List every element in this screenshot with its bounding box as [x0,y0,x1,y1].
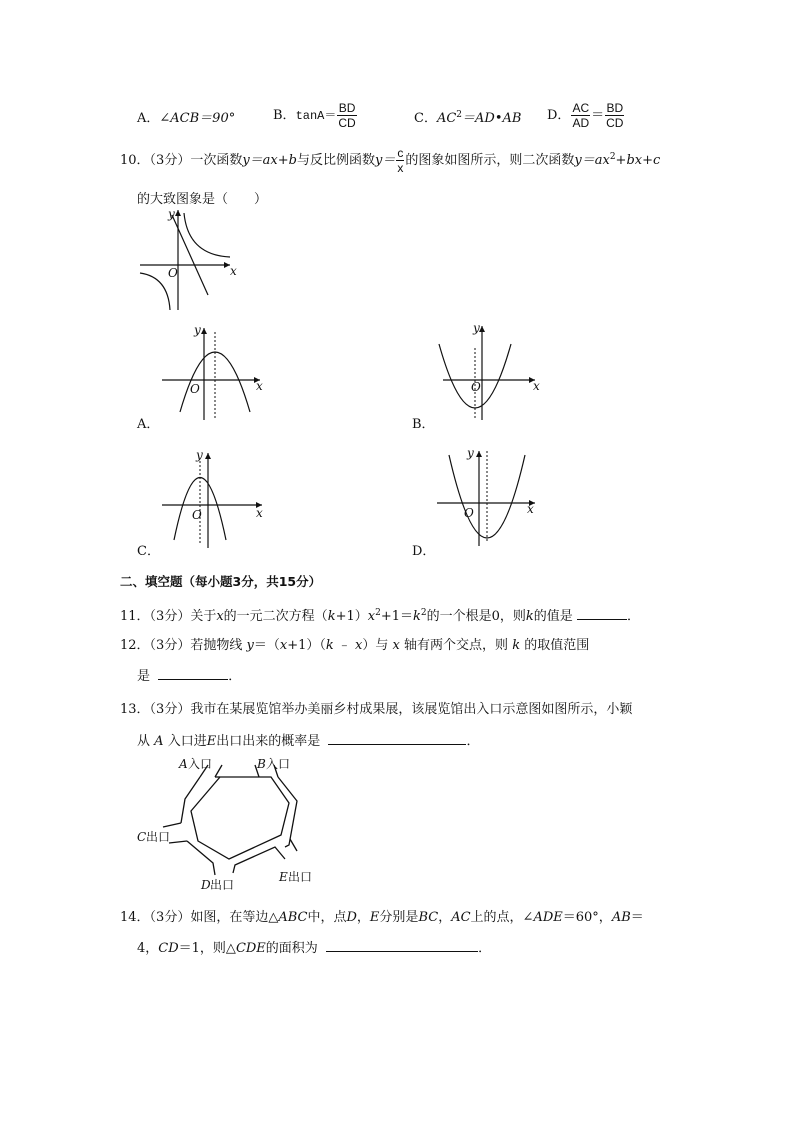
q11-answer-blank[interactable] [577,607,627,620]
origin-label: O [168,266,178,280]
q14-ade: ADE [533,910,563,925]
q14-abc: ABC [278,910,308,925]
y-axis-arrow [175,210,181,216]
q11-exp2: 2 [375,608,381,618]
fraction-denominator: CD [606,116,624,130]
q9-option-d-label: D． [547,108,571,123]
q9-option-c-base: AC [436,111,457,126]
x-axis-label: x [533,379,540,393]
q14-end: ． [478,941,492,956]
q10-mid: 与反比例函数 [296,153,375,168]
q12-stem-line2 [137,665,241,684]
q11-mid4: 的一个根是0，则 [426,609,526,624]
x-axis-label: x [527,502,534,516]
origin-label: O [192,508,202,522]
q10-inverse-fraction [396,146,404,175]
q13-line2-a: 从 [137,734,151,749]
q14-cde: CDE [235,941,266,956]
q14-cd: CD [158,941,179,956]
entrance-a-text: 入口 [188,757,213,771]
q10-option-d-label[interactable]: D． [412,544,436,559]
q13-stem-line2 [137,730,480,749]
q10-option-a-graph [160,320,270,425]
q10-quad-exp: 2 [609,152,616,162]
q10-option-b-graph [435,318,545,423]
q10-mid2: 的图象如图所示，则二次函数 [405,153,575,168]
q9-option-c-label: C． [414,111,437,126]
q9-option-b-fraction [337,101,356,130]
fraction-numerator: BD [338,101,356,115]
q9-option-b-label: B． [273,108,296,123]
q13-end: ． [466,734,480,749]
q14-d: D [346,910,357,925]
q11-x2: x [367,609,376,624]
q11-prefix: 11．（3分）关于 [120,609,217,624]
q13-answer-blank[interactable] [328,732,466,745]
x-axis-label: x [256,379,263,393]
q9-option-d [547,101,625,130]
q14-line2-a: 4， [137,941,159,956]
q14-stem-line2 [137,937,491,956]
q12-x1: x [279,638,288,653]
q10-option-b-label[interactable]: B． [412,417,435,432]
q14-comma: ， [356,910,370,925]
fraction-numerator: c [397,146,404,160]
exit-c-letter: C [137,830,147,844]
exit-d-left-wall [187,841,215,875]
q13-A: A [154,734,164,749]
q12-mid5: 轴有两个交点，则 [404,638,509,653]
y-axis-arrow [476,451,482,457]
q10-option-c-graph [160,445,270,550]
q13-exhibition-diagram [135,755,335,895]
exit-d-letter: D [201,878,211,892]
y-axis-label: y [467,446,474,460]
q9-option-d-fraction1 [571,101,590,130]
fraction-denominator: CD [338,116,356,130]
entrance-b-text: 入口 [266,757,291,771]
q10-inv-prefix: y＝ [375,153,396,168]
q11-mid3: +1＝ [380,609,413,624]
exit-e-text: 出口 [288,870,313,884]
outer-right-wall [278,777,297,847]
q13-line2-c: 出口出来的概率是 [216,734,321,749]
q9-option-c [414,107,521,126]
q9-option-d-eq: ＝ [591,108,605,123]
y-axis-label: y [194,323,201,337]
q12-y: y [246,638,254,653]
q14-mid4: ＝60°， [562,910,612,925]
q12-prefix: 12．（3分）若抛物线 [120,638,243,653]
q10-given-graph [130,205,250,315]
q9-option-a-label: A． [137,111,160,126]
q13-stem-line1: 13．（3分）我市在某展览馆举办美丽乡村成果展，该展览馆出入口示意图如图所示，小颖 [120,702,633,717]
exit-d-right-wall [233,847,285,873]
q12-mid: ＝（ [253,638,280,653]
y-axis-label: y [168,207,175,221]
q13-line2-b: 入口进 [167,734,207,749]
q10-linear: y＝ax+b [242,153,297,168]
y-axis-label: y [196,448,203,462]
q14-mid: 中，点 [307,910,347,925]
exit-c-bottom-wall [169,841,187,843]
q11-var-x: x [216,609,224,624]
q9-option-c-rest: ＝AD•AB [462,111,522,126]
q14-eq: ＝ [630,910,644,925]
q10-option-a-label[interactable]: A． [137,417,160,432]
q14-mid2: 分别是 [379,910,419,925]
fraction-numerator: BD [606,101,624,115]
q10-stem-line2: 的大致图象是（ ） [137,192,268,207]
hyperbola-branch-1 [184,213,230,257]
q14-ac: AC [451,910,471,925]
q12-k: k [325,638,334,653]
exit-c-top-wall [163,823,181,827]
section-heading: 二、填空题（每小题3分，共15分） [120,574,322,589]
q10-stem-line1 [120,146,660,175]
q14-answer-blank[interactable] [326,939,478,952]
q12-mid3: ﹣ [337,638,351,653]
x-axis-label: x [230,264,237,278]
q10-option-c-label[interactable]: C． [137,544,160,559]
q9-option-d-fraction2 [605,101,624,130]
q11-k1: k [327,609,336,624]
y-axis-arrow [201,328,207,334]
entrance-a-right-wall [215,765,222,777]
y-axis-arrow [479,326,485,332]
q14-bc: BC [418,910,439,925]
q11-k3: k [525,609,534,624]
exit-c-text: 出口 [146,830,171,844]
q14-prefix: 14．（3分）如图，在等边△ [120,910,279,925]
fraction-numerator: AC [572,101,590,115]
q12-x3: x [392,638,400,653]
q14-e: E [369,910,380,925]
entrance-a-letter: A [179,757,188,771]
exit-d-text: 出口 [210,878,235,892]
q9-option-b-prefix: tanA＝ [295,109,337,123]
q9-option-b [273,101,358,130]
q14-stem-line1 [120,906,644,925]
origin-label: O [471,380,481,394]
q12-answer-blank[interactable] [158,667,228,680]
exit-e-wall [290,839,297,851]
q14-comma2: ， [438,910,452,925]
q10-prefix: 10．（3分）一次函数 [120,153,243,168]
outer-left-wall [181,777,200,823]
q14-line2-b: ＝1，则△ [178,941,236,956]
entrance-b-letter: B [257,757,266,771]
q11-exp3: 2 [420,608,427,618]
q9-option-a [137,107,235,126]
y-axis-label: y [473,321,480,335]
q12-suffix: 的取值范围 [524,638,590,653]
q14-ab: AB [611,910,631,925]
q12-stem-line1 [120,634,589,653]
q11-k2: k [413,609,421,624]
linear-function-line [172,215,208,295]
q14-line2-c: 的面积为 [265,941,318,956]
q9-option-c-exp: 2 [456,110,463,120]
x-axis-label: x [256,506,263,520]
origin-label: O [464,506,474,520]
q11-end: ． [626,609,640,624]
fraction-denominator: AD [572,116,590,130]
q10-quad-prefix: y＝ax [574,153,610,168]
exit-e-letter: E [279,870,288,884]
q12-mid4: ）与 [362,638,389,653]
q12-k2: k [512,638,521,653]
q12-mid2: +1）（ [287,638,326,653]
fraction-denominator: x [397,161,404,175]
y-axis-arrow [205,453,211,459]
origin-label: O [190,382,200,396]
q11-mid: 的一元二次方程（ [223,609,328,624]
q11-suffix: 的值是 [533,609,573,624]
q14-mid3: 上的点，∠ [470,910,534,925]
q13-E: E [206,734,217,749]
q11-stem [120,605,640,624]
q9-option-a-text: ∠ACB＝90° [159,111,236,126]
q12-x2: x [355,638,363,653]
q12-end: ． [228,669,242,684]
q10-option-d-graph [435,443,545,548]
q10-quad-suffix: +bx+c [615,153,661,168]
hyperbola-branch-2 [140,273,170,310]
q12-line2: 是 [137,669,151,684]
q11-mid2: +1） [335,609,368,624]
